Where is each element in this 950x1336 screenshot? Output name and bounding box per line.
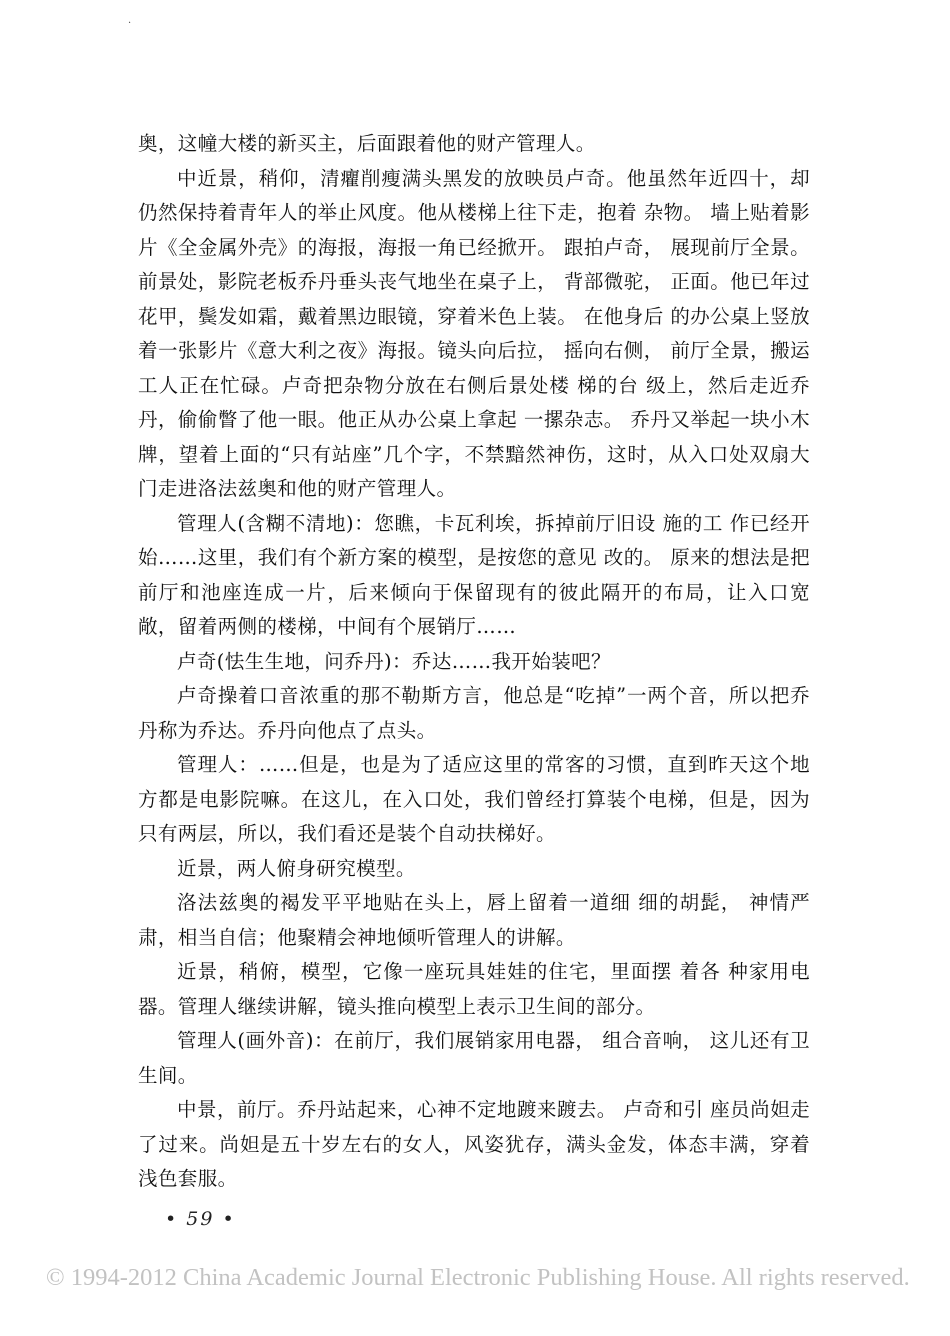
- paragraph: 近景，稍俯，模型，它像一座玩具娃娃的住宅，里面摆 着各 种家用电器。管理人继续讲解，镜头推向模型上表示卫生间的部分。: [138, 960, 810, 1018]
- paragraph: 卢奇操着口音浓重的那不勒斯方言，他总是“吃掉”一两个音，所以把乔丹称为乔达。乔丹向他点了点头。: [138, 684, 810, 742]
- scan-mark: ·: [128, 18, 132, 29]
- paragraph: 卢奇(怯生生地，问乔丹)：乔达……我开始装吧？: [177, 649, 611, 673]
- paragraph: 近景，两人俯身研究模型。: [177, 856, 416, 880]
- copyright-footer: © 1994-2012 China Academic Journal Electronic Publishing House. All rights reserved.: [46, 1264, 910, 1291]
- paragraph: 中近景，稍仰，清癯削瘦满头黑发的放映员卢奇。他虽然年近四十，却仍然保持着青年人的举止风度。他从楼梯上往下走，抱着 杂物。 墙上贴着影片《全金属外壳》的海报，海报一角已经掀开。 跟拍卢奇， 展现前厅全景。前景处，影院老板乔丹垂头丧气地坐在桌子上， 背部微驼， 正面。他已年过花甲，鬓发如霜，戴着黑边眼镜，穿着米色上装。 在他身后 的办公桌上竖放着一张影片《意大利之夜》海报。镜头向后拉， 摇向右侧， 前厅全景，搬运工人正在忙碌。卢奇把杂物分放在右侧后景处楼 梯的台 级上，然后走近乔丹，偷偷瞥了他一眼。他正从办公桌上拿起 一摞杂志。 乔丹又举起一块小木牌，望着上面的“只有站座”几个字，不禁黯然神伤，这时，从入口处双扇大门走进洛法兹奥和他的财产管理人。: [138, 166, 810, 500]
- article-body: [138, 127, 810, 1197]
- paragraph: 管理人(画外音)：在前厅，我们展销家用电器， 组合音响， 这儿还有卫生间。: [138, 1029, 810, 1087]
- paragraph: 中景，前厅。乔丹站起来，心神不定地踱来踱去。 卢奇和引 座员尚妲走了过来。尚妲是五十岁左右的女人，风姿犹存，满头金发，体态丰满，穿着浅色套服。: [138, 1098, 810, 1190]
- paragraph: 管理人：……但是，也是为了适应这里的常客的习惯，直到昨天这个地方都是电影院嘛。在这儿，在入口处，我们曾经打算装个电梯，但是，因为只有两层，所以，我们看还是装个自动扶梯好。: [138, 753, 810, 845]
- page-number: • 59 •: [165, 1208, 236, 1230]
- paragraph: 管理人(含糊不清地)：您瞧，卡瓦利埃，拆掉前厅旧设 施的工 作已经开始……这里，我们有个新方案的模型，是按您的意见 改的。 原来的想法是把前厅和池座连成一片，后来倾向于保留现有的彼此隔开的布局，让入口宽敞，留着两侧的楼梯，中间有个展销厅……: [138, 511, 810, 638]
- paragraph: 洛法兹奥的褐发平平地贴在头上，唇上留着一道细 细的胡髭， 神情严肃，相当自信；他聚精会神地倾听管理人的讲解。: [138, 891, 810, 949]
- paragraph: 奥，这幢大楼的新买主，后面跟着他的财产管理人。: [138, 132, 596, 155]
